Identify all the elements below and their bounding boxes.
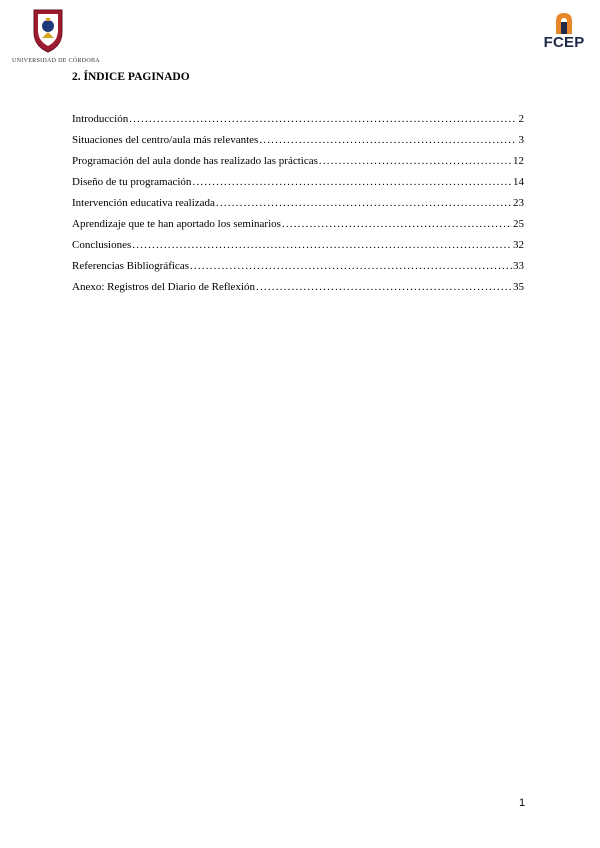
toc-entry-title: Introducción	[72, 113, 129, 125]
toc-entry-page: 3	[518, 134, 524, 146]
toc-dot-leader	[259, 134, 515, 146]
toc-dot-leader	[129, 113, 515, 125]
toc-entry-title: Intervención educativa realizada	[72, 197, 215, 209]
toc-dot-leader	[132, 239, 512, 251]
toc-dot-leader	[282, 218, 512, 230]
toc-entry	[72, 281, 524, 302]
toc-dot-leader	[190, 260, 512, 272]
toc-entry-page: 23	[513, 197, 524, 209]
toc-entry-title: Situaciones del centro/aula más relevantes	[72, 134, 259, 146]
university-logo-text: UNIVERSIDAD DE CÓRDOBA	[12, 58, 100, 64]
toc-dot-leader	[256, 281, 512, 293]
faculty-emblem-icon	[554, 12, 574, 34]
toc-entry-page: 25	[513, 218, 524, 230]
toc-entry-title: Diseño de tu programación	[72, 176, 192, 188]
toc-entry	[72, 260, 524, 281]
toc-dot-leader	[192, 176, 512, 188]
toc-entry-title: Anexo: Registros del Diario de Reflexión	[72, 281, 255, 293]
toc-entry	[72, 113, 524, 134]
toc-entry	[72, 176, 524, 197]
toc-dot-leader	[319, 155, 512, 167]
university-logo	[12, 8, 100, 66]
toc-dot-leader	[216, 197, 512, 209]
toc-entry	[72, 155, 524, 176]
section-title: 2. ÍNDICE PAGINADO	[72, 71, 190, 83]
toc-entry-page: 33	[513, 260, 524, 272]
page-number: 1	[519, 797, 526, 809]
toc-entry-page: 12	[513, 155, 524, 167]
faculty-logo-text: FCEP	[543, 34, 585, 51]
toc-entry-page: 32	[513, 239, 524, 251]
toc-entry	[72, 218, 524, 239]
toc-entry-title: Programación del aula donde has realizado las prácticas	[72, 155, 318, 167]
toc-entry	[72, 197, 524, 218]
toc-entry-page: 35	[513, 281, 524, 293]
toc-entry-title: Aprendizaje que te han aportado los seminarios	[72, 218, 281, 230]
table-of-contents	[72, 113, 524, 302]
university-crest-icon	[32, 8, 64, 54]
toc-entry-title: Conclusiones	[72, 239, 132, 251]
toc-entry	[72, 239, 524, 260]
toc-entry-page: 2	[518, 113, 524, 125]
faculty-logo	[541, 12, 587, 54]
toc-entry-title: Referencias Bibliográficas	[72, 260, 189, 272]
toc-entry-page: 14	[513, 176, 524, 188]
toc-entry	[72, 134, 524, 155]
